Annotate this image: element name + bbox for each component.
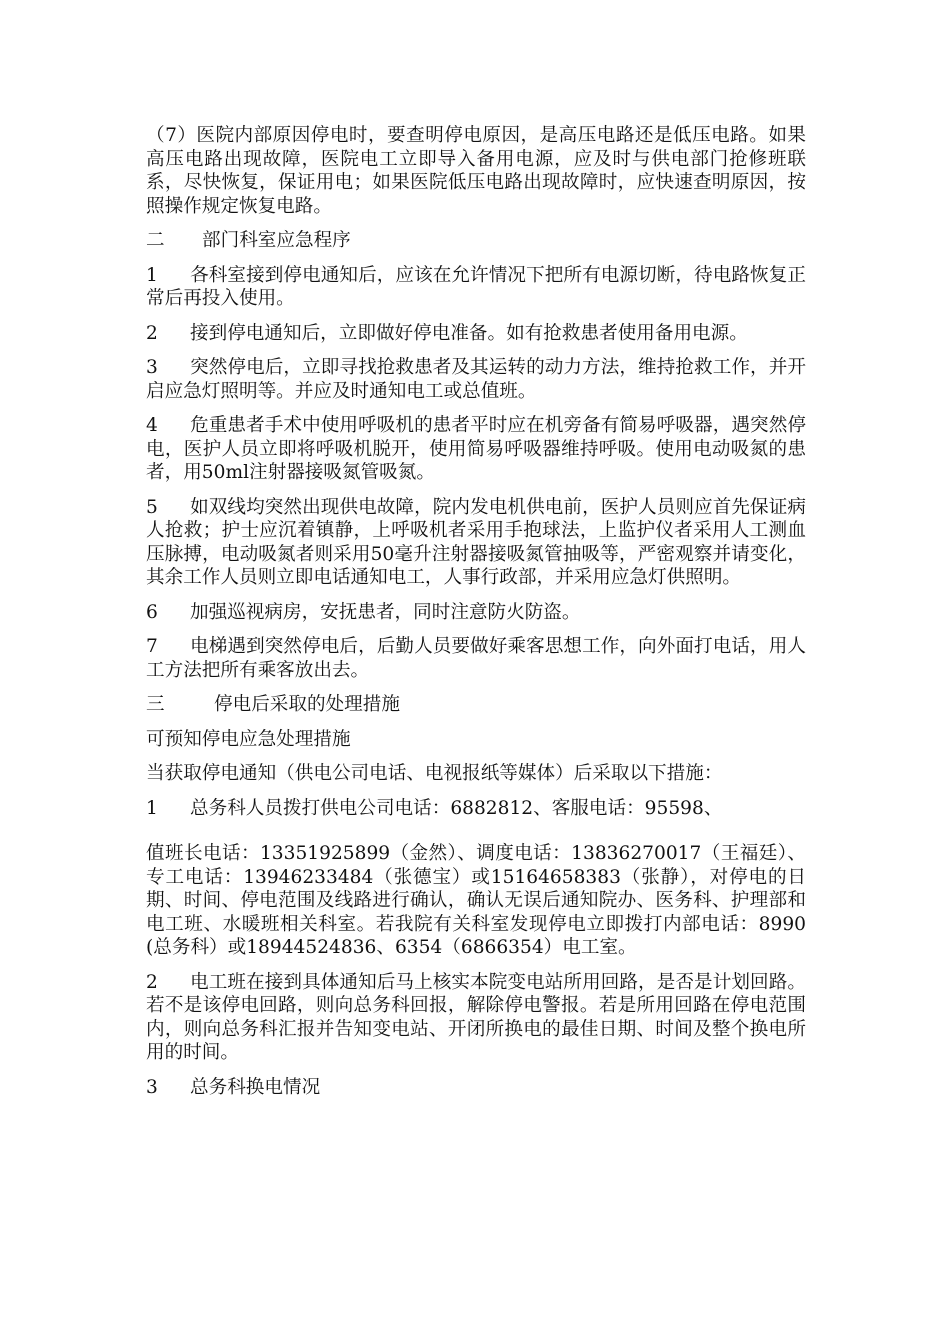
section-title: 停电后采取的处理措施 xyxy=(214,694,400,715)
item-number: 7 xyxy=(146,636,158,657)
item-number: 6 xyxy=(146,601,158,623)
item-number: 3 xyxy=(146,357,158,378)
list-item xyxy=(146,414,806,485)
item-text: 接到停电通知后，立即做好停电准备。如有抢救患者使用备用电源。 xyxy=(190,322,748,344)
item-text: 危重患者手术中使用呼吸机的患者平时应在机旁备有简易呼吸器，遇突然停电，医护人员立即将呼吸机脱开，使用简易呼吸器维持呼吸。使用电动吸氮的患者，用50ml注射器接吸氮管吸氮。 xyxy=(146,415,806,483)
list-item xyxy=(146,264,806,311)
document-page xyxy=(146,124,806,1110)
item-number: 3 xyxy=(146,1076,158,1098)
list-item xyxy=(146,971,806,1065)
item-text: 总务科人员拨打供电公司电话：6882812、客服电话：95598、 xyxy=(190,797,723,819)
paragraph-power-failure-internal: （7）医院内部原因停电时，要查明停电原因，是高压电路还是低压电路。如果高压电路出现故障，医院电工立即导入备用电源，应及时与供电部门抢修班联系，尽快恢复，保证用电；如果医院低压电路出现故障时，应快速查明原因，按照操作规定恢复电路。 xyxy=(146,125,806,217)
section-number: 二 xyxy=(146,230,165,251)
item-number: 2 xyxy=(146,322,158,344)
list-item xyxy=(146,322,806,346)
contact-paragraph: 值班长电话：13351925899（金然）、调度电话：13836270017（王福廷）、专工电话：13946233484（张德宝）或15164658383（张静），对停电的日期、时间、停电范围及线路进行确认，确认无误后通知院办、医务科、护理部和电工班、水暖班相关科室。若我院有关科室发现停电立即拨打内部电话：8990(总务科）或18944524836、6354（6866354）电工室。 xyxy=(146,843,806,958)
intro-paragraph: 当获取停电通知（供电公司电话、电视报纸等媒体）后采取以下措施： xyxy=(146,763,723,784)
section-number: 三 xyxy=(146,694,165,715)
list-item xyxy=(146,797,806,821)
item-text: 总务科换电情况 xyxy=(190,1076,321,1098)
item-text: 突然停电后，立即寻找抢救患者及其运转的动力方法，维持抢救工作，并开启应急灯照明等。并应及时通知电工或总值班。 xyxy=(146,357,806,402)
item-text: 如双线均突然出现供电故障，院内发电机供电前，医护人员则应首先保证病人抢救；护士应沉着镇静，上呼吸机者采用手抱球法，上监护仪者采用人工测血压脉搏，电动吸氮者则采用50毫升注射器接吸氮管抽吸等，严密观察并请变化，其余工作人员则立即电话通知电工，人事行政部，并采用应急灯供照明。 xyxy=(146,496,806,588)
item-number: 1 xyxy=(146,264,158,286)
item-text: 各科室接到停电通知后，应该在允许情况下把所有电源切断，待电路恢复正常后再投入使用。 xyxy=(146,264,806,309)
item-number: 2 xyxy=(146,971,158,993)
list-item xyxy=(146,1076,806,1100)
item-number: 5 xyxy=(146,496,158,518)
item-text: 电工班在接到具体通知后马上核实本院变电站所用回路，是否是计划回路。若不是该停电回路，则向总务科回报，解除停电警报。若是所用回路在停电范围内，则向总务科汇报并告知变电站、开闭所换电的最佳日期、时间及整个换电所用的时间。 xyxy=(146,971,806,1063)
section-heading-department-procedures xyxy=(146,229,806,253)
sub-heading: 可预知停电应急处理措施 xyxy=(146,728,351,750)
item-number: 1 xyxy=(146,797,158,819)
item-text: 加强巡视病房，安抚患者，同时注意防火防盗。 xyxy=(190,601,581,623)
list-item xyxy=(146,356,806,403)
section-title: 部门科室应急程序 xyxy=(202,230,351,251)
item-number: 4 xyxy=(146,415,158,436)
item-text: 电梯遇到突然停电后，后勤人员要做好乘客思想工作，向外面打电话，用人工方法把所有乘客放出去。 xyxy=(146,636,806,681)
list-item xyxy=(146,496,806,590)
list-item xyxy=(146,635,806,682)
section-heading-post-outage-measures xyxy=(146,693,806,717)
list-item xyxy=(146,601,806,625)
